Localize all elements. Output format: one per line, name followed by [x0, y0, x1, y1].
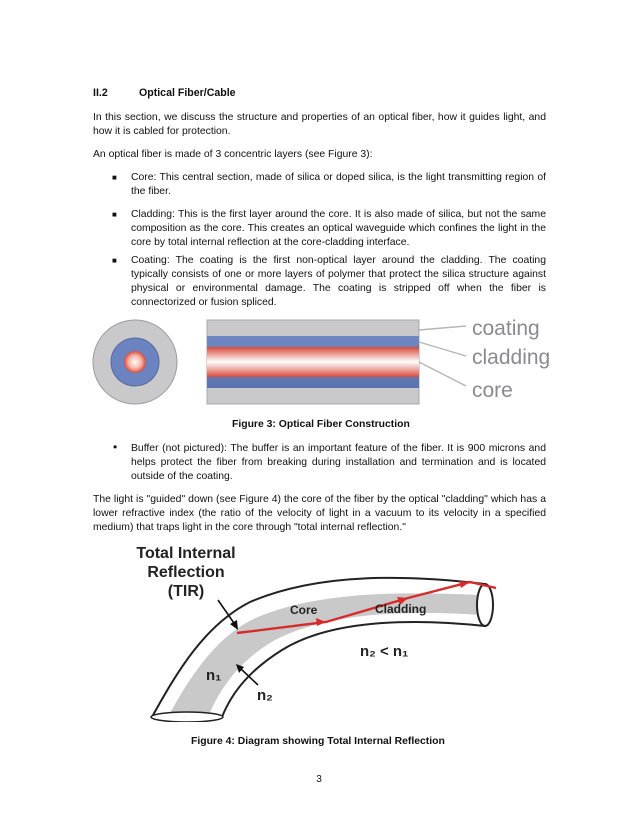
layer-cladding-text: Cladding: This is the first layer around the core. It is also made of silica, but not the same composition as the core. This creates an optical waveguide which confines the light in the core by total internal reflection at the core-cladding interface. — [131, 209, 546, 248]
page-number: 3 — [316, 774, 322, 785]
figure-3-fiber-construction — [88, 314, 550, 412]
index-relation-label: n₂ < n₁ — [360, 643, 409, 660]
fiber-cross-section — [93, 320, 177, 404]
cladding-leader-line — [419, 342, 466, 356]
n2-label: n₂ — [257, 687, 273, 704]
fiber-end-face — [477, 584, 493, 626]
guided-paragraph: The light is "guided" down (see Figure 4) the core of the fiber by the optical "cladding" which has a lower refractive index (the ratio of the velocity of light in a vacuum to its velocity in a specified medium) that traps light in the core through "total internal reflection." — [93, 494, 546, 533]
section-title: Optical Fiber/Cable — [139, 87, 236, 99]
buffer-text: Buffer (not pictured): The buffer is an important feature of the fiber. It is 900 microns and helps protect the fiber from breaking during installation and termination and is located outside of the coating. — [131, 443, 546, 482]
section-number: II.2 — [93, 87, 108, 99]
fiber-start-face — [151, 712, 223, 722]
tir-title-line3: (TIR) — [167, 583, 205, 600]
bullet-square-icon: ■ — [112, 173, 117, 182]
fiber-core-band — [168, 593, 482, 717]
n1-label: n₁ — [206, 667, 222, 684]
tir-title-line2: Reflection — [147, 564, 225, 581]
core-label: Core — [290, 603, 318, 617]
layers-intro-paragraph: An optical fiber is made of 3 concentric layers (see Figure 3): — [93, 149, 373, 160]
coating-leader-line — [419, 326, 466, 330]
core-label: core — [472, 379, 513, 402]
coating-label: coating — [472, 317, 540, 340]
bullet-square-icon: ■ — [112, 256, 117, 265]
tir-title-line1: Total Internal — [136, 545, 236, 562]
figure-4-tir-diagram — [110, 540, 550, 722]
bullet-dot-icon: • — [113, 440, 118, 454]
figure-3-caption: Figure 3: Optical Fiber Construction — [232, 419, 410, 430]
figure-4-caption: Figure 4: Diagram showing Total Internal Reflection — [191, 736, 445, 747]
layer-core-text: Core: This central section, made of silica or doped silica, is the light transmitting region of the fiber. — [131, 172, 546, 197]
core-leader-line — [419, 362, 466, 386]
bullet-square-icon: ■ — [112, 210, 117, 219]
cladding-label: Cladding — [375, 602, 427, 616]
fiber-longitudinal-view — [207, 320, 419, 404]
intro-paragraph: In this section, we discuss the structure and properties of an optical fiber, how it guides light, and how it is cabled for protection. — [93, 112, 546, 137]
layer-coating-text: Coating: The coating is the first non-optical layer around the cladding. The coating typically consists of one or more layers of polymer that protect the silica structure against physical or environmental damage. The coating is stripped off when the fiber is connectorized or fusion spliced. — [131, 255, 546, 308]
cladding-label: cladding — [472, 346, 550, 369]
